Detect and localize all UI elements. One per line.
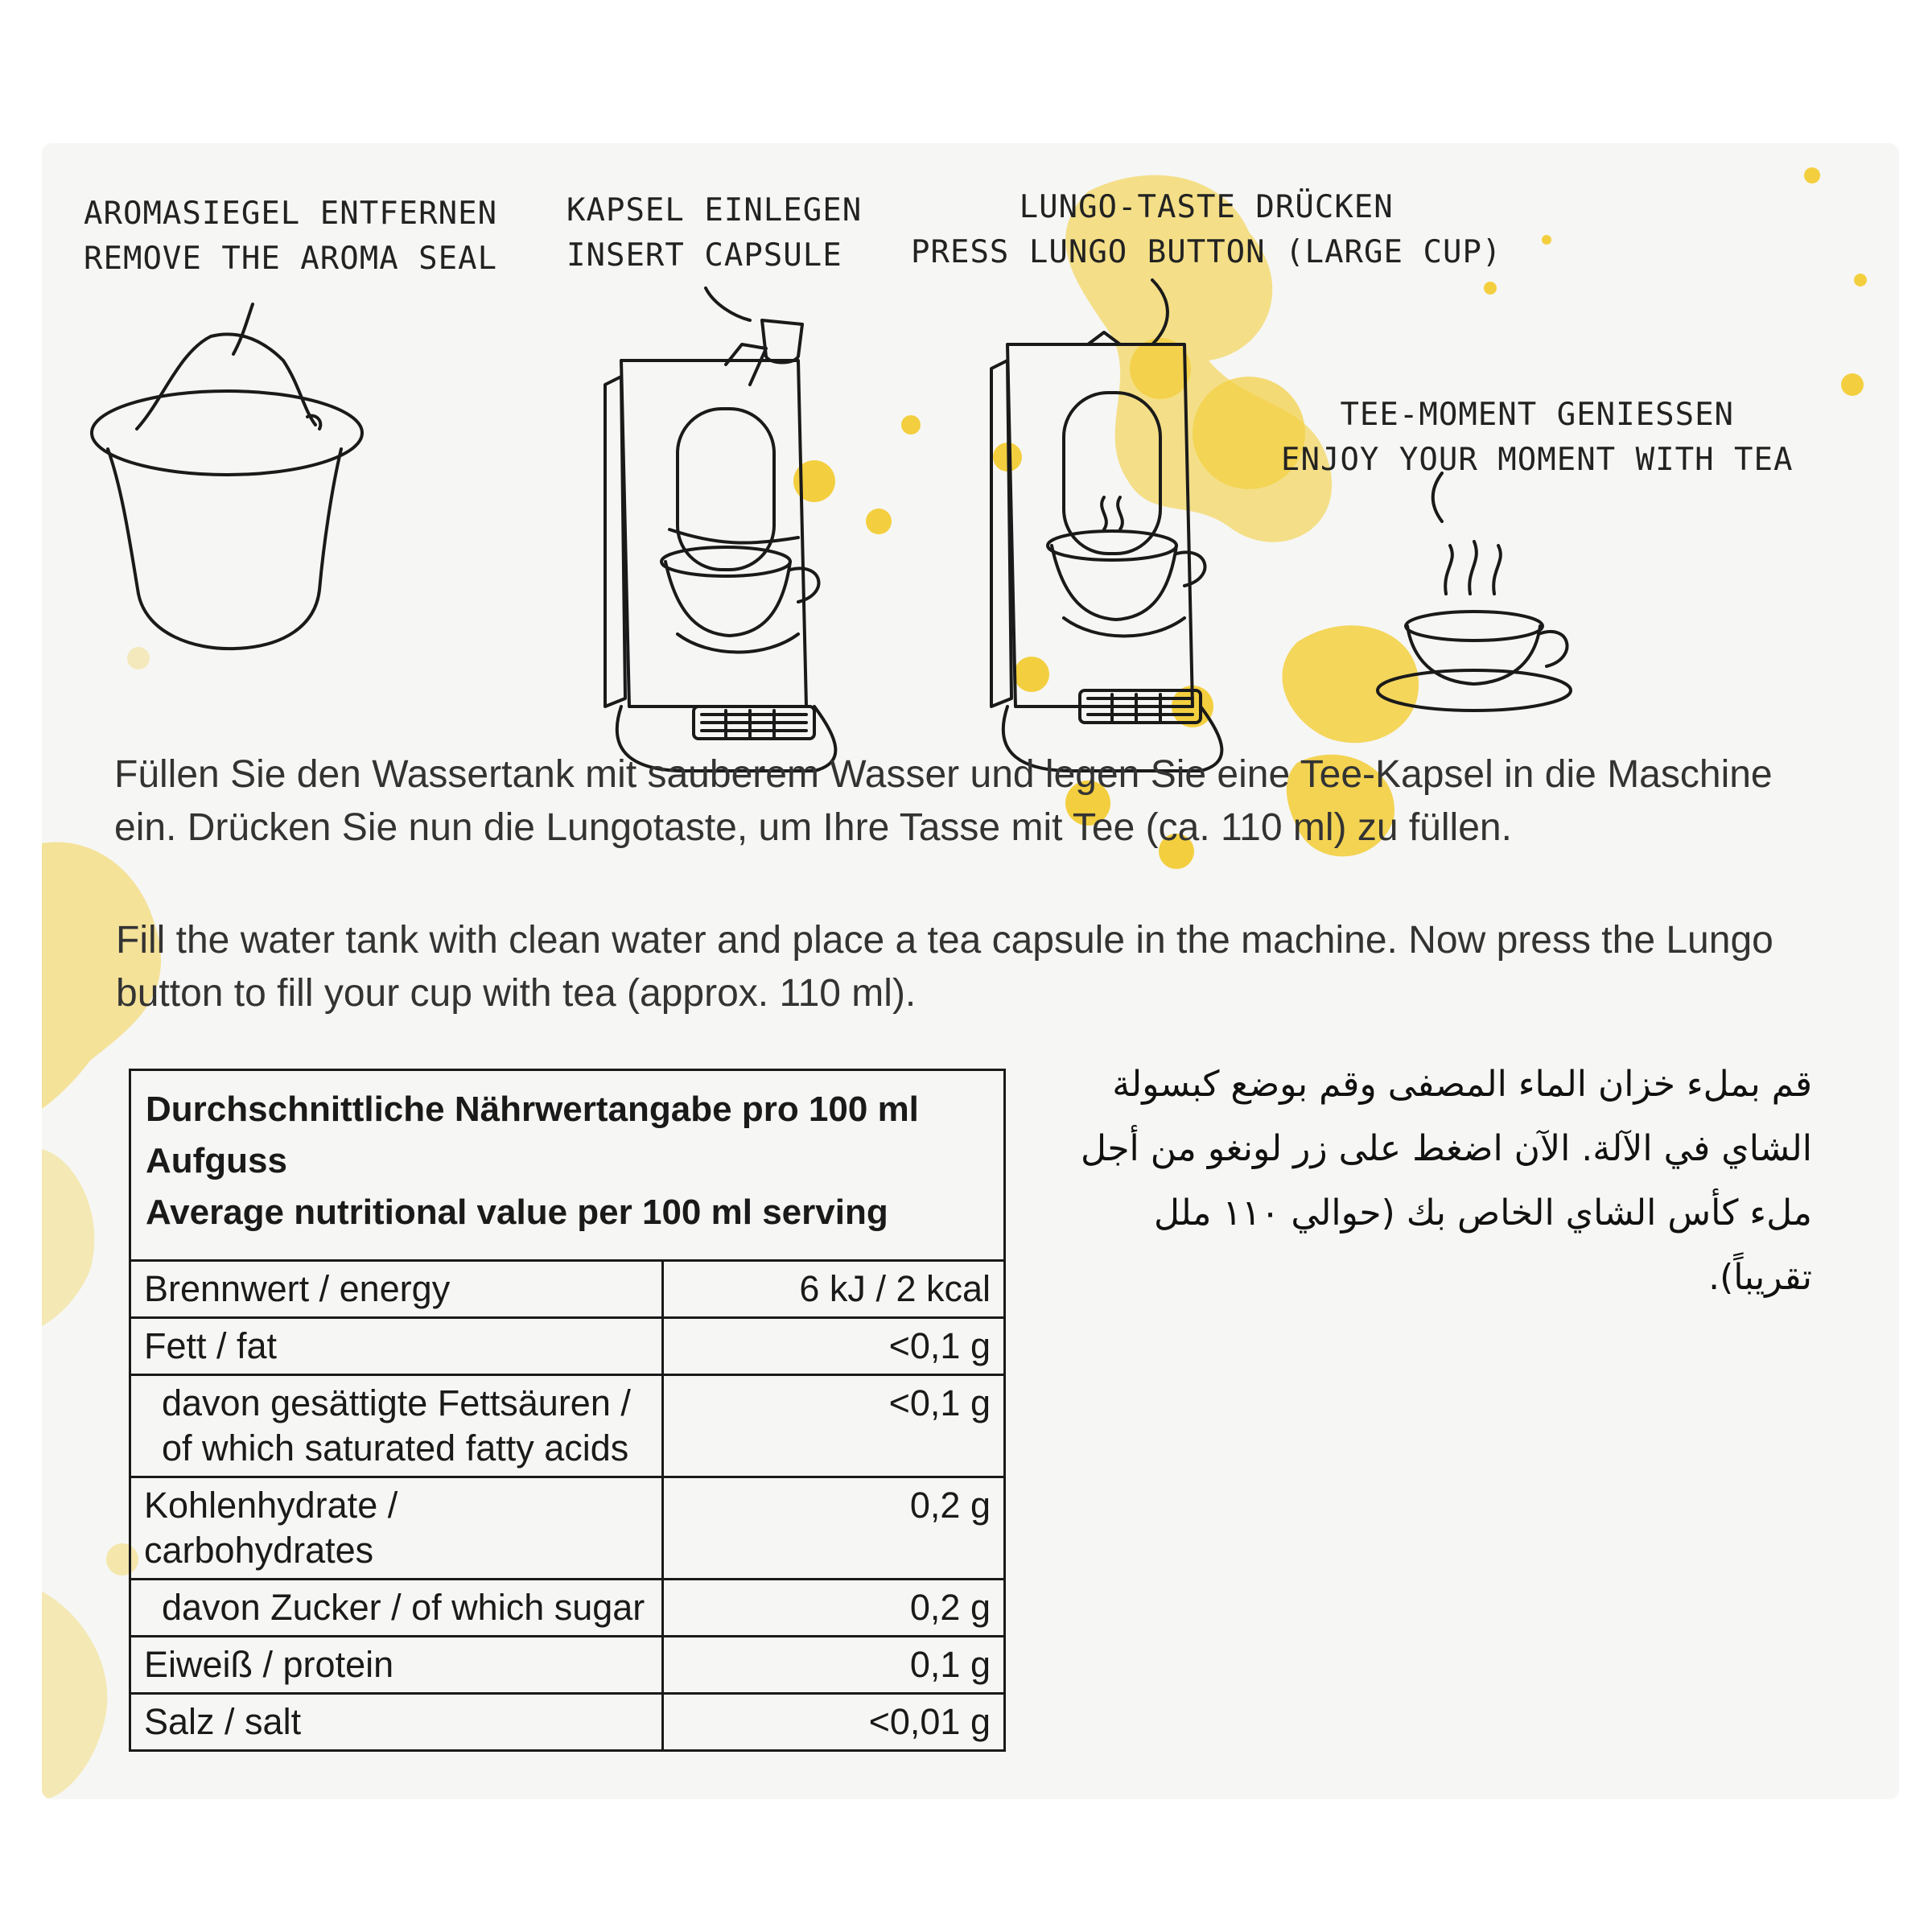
step-label-de: AROMASIEGEL ENTFERNEN <box>84 196 498 232</box>
table-row <box>130 1580 1005 1637</box>
nutrition-title-de: Durchschnittliche Nährwertangabe pro 100 ml Aufguss <box>146 1090 919 1180</box>
nutrient-value: 0,2 g <box>663 1580 1005 1637</box>
nutrition-title <box>130 1070 1005 1261</box>
nutrition-header-row <box>130 1070 1005 1261</box>
instructions-english: Fill the water tank with clean water and place a tea capsule in the machine. Now press the Lungo button to fill your cup with tea (approx. 110 ml). <box>116 919 1773 1015</box>
nutrient-value: <0,1 g <box>663 1318 1005 1375</box>
table-row <box>130 1477 1005 1580</box>
instructions-arabic: قم بملء خزان الماء المصفى وقم بوضع كبسولة الشاي في الآلة. الآن اضغط على زر لونغو من أجل ملء كأس الشاي الخاص بك (حوالي ١١٠ ملل تقريباً). <box>1081 1064 1812 1298</box>
step-label-de: LUNGO-TASTE DRÜCKEN <box>1019 189 1394 225</box>
nutrient-value: 0,1 g <box>663 1637 1005 1694</box>
nutrient-label: davon Zucker / of which sugar <box>130 1580 663 1637</box>
step-label-de: KAPSEL EINLEGEN <box>566 192 863 229</box>
nutrient-value: <0,01 g <box>663 1694 1005 1751</box>
instructions-german: Füllen Sie den Wassertank mit sauberem Wasser und legen Sie eine Tee-Kapsel in die Maschine ein. Drücken Sie nun die Lungotaste, um Ihre Tasse mit Tee (ca. 110 ml) zu füllen. <box>114 753 1773 849</box>
step-enjoy-tea <box>1281 393 1793 483</box>
nutrient-value: 6 kJ / 2 kcal <box>663 1261 1005 1318</box>
nutrient-label <box>130 1477 663 1580</box>
nutrient-label-line2: of which saturated fatty acids <box>162 1427 629 1469</box>
nutrition-title-en: Average nutritional value per 100 ml serving <box>146 1193 888 1232</box>
nutrient-value: <0,1 g <box>663 1375 1005 1477</box>
nutrient-label-line1: Kohlenhydrate / <box>144 1485 398 1526</box>
table-row <box>130 1261 1005 1318</box>
table-row <box>130 1694 1005 1751</box>
table-row <box>130 1637 1005 1694</box>
step-label-de: TEE-MOMENT GENIESSEN <box>1340 397 1735 433</box>
nutrient-label: Salz / salt <box>130 1694 663 1751</box>
step-label-en: REMOVE THE AROMA SEAL <box>84 241 498 277</box>
step-press-lungo <box>911 185 1502 275</box>
table-row <box>130 1375 1005 1477</box>
nutrient-label: Fett / fat <box>130 1318 663 1375</box>
nutrient-label-line1: davon gesättigte Fettsäuren / <box>162 1382 631 1423</box>
nutrition-table <box>129 1069 1006 1752</box>
step-label-en: ENJOY YOUR MOMENT WITH TEA <box>1281 442 1794 478</box>
step-label-en: PRESS LUNGO BUTTON (LARGE CUP) <box>911 234 1502 270</box>
nutrient-label: Eiweiß / protein <box>130 1637 663 1694</box>
step-remove-seal <box>84 192 497 282</box>
step-insert-capsule <box>566 188 862 278</box>
nutrient-value: 0,2 g <box>663 1477 1005 1580</box>
package-panel <box>42 143 1899 1799</box>
nutrient-label <box>130 1375 663 1477</box>
nutrient-label-line2: carbohydrates <box>144 1530 374 1571</box>
table-row <box>130 1318 1005 1375</box>
nutrient-label: Brennwert / energy <box>130 1261 663 1318</box>
step-label-en: INSERT CAPSULE <box>566 237 842 274</box>
